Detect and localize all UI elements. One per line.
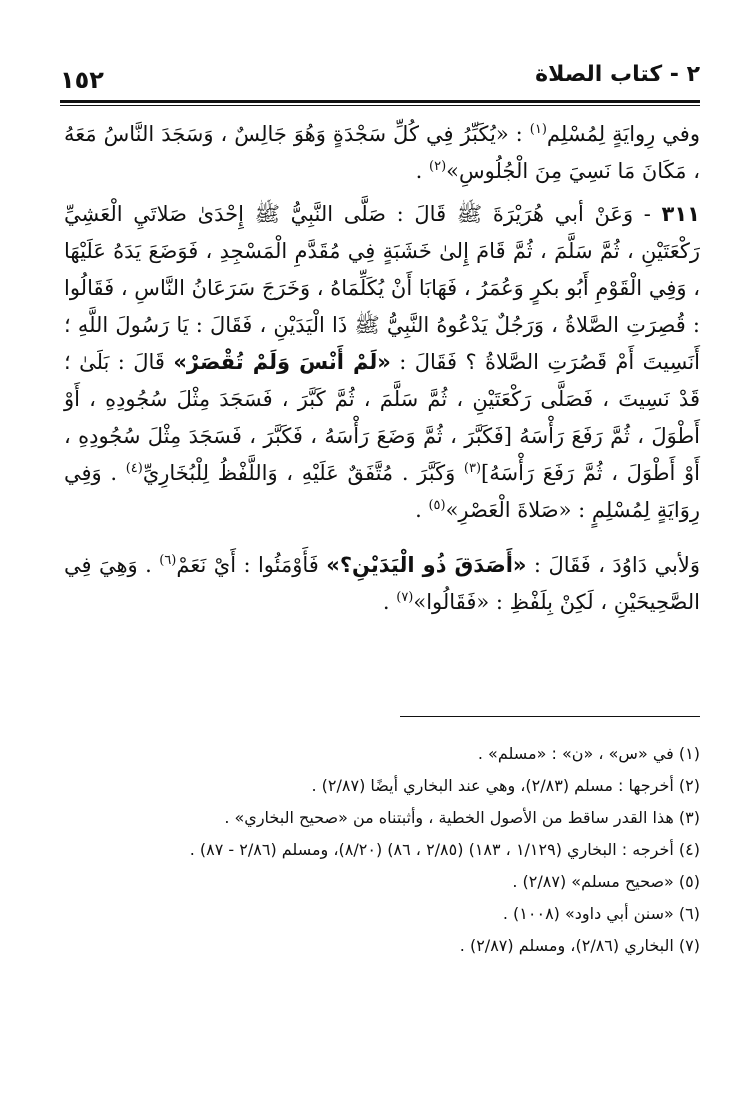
prophet-quote: «لَمْ أَنْسَ وَلَمْ تُقْصَرْ» [173,350,391,374]
footnotes [64,738,700,962]
footnote-ref: (٦) [159,553,177,568]
footnote-ref: (٤) [125,461,143,476]
paragraph-1 [64,116,700,190]
paragraph-text: قَالَ : بَلَىٰ ؛ قَدْ نَسِيتَ ، فَصَلَّى رَكْعَتَيْنِ ، ثُمَّ سَلَّمَ ، ثُمَّ كَبَّرَ ، فَسَجَدَ مِثْلَ سُجُودِهِ ، أَوْ أَطْوَلَ ، ثُمَّ رَفَعَ رَأْسَهُ [فَكَبَّرَ ، ثُمَّ وَضَعَ رَأْسَهُ ، فَكَبَّرَ ، فَسَجَدَ مِثْلَ سُجُودِهِ ، أَوْ أَطْوَلَ ، ثُمَّ رَفَعَ رَأْسَهُ] [64,350,700,485]
paragraph-text: . [415,498,429,522]
paragraph-text: . [415,159,429,183]
page-header [60,58,700,98]
footnote: (٢) أخرجها : مسلم (٢/٨٣)، وهي عند البخاري أيضًا (٢/٨٧) . [311,776,700,795]
paragraph-text: . وَفِي رِوَايَةٍ لِمُسْلِمٍ : «صَلاةَ الْعَصْرِ» [64,461,700,522]
footnote-ref: (٧) [396,590,414,605]
prophet-quote: «أَصَدَقَ ذُو الْيَدَيْنِ؟» [326,553,527,577]
footnote: (٣) هذا القدر ساقط من الأصول الخطية ، وأثبتناه من «صحيح البخاري» . [224,808,700,827]
footnote: (٧) البخاري (٢/٨٦)، ومسلم (٢/٨٧) . [459,936,700,955]
section-title: ٢ - كتاب الصلاة [535,62,700,87]
paragraph-text: وفي رِوايَةٍ لِمُسْلِم [546,122,700,146]
paragraph-text: وَكَبَّرَ . مُتَّفَقٌ عَلَيْهِ ، وَاللَّفْظُ لِلْبُخَارِيِّ [142,461,464,485]
paragraph-text: فَأَوْمَئُوا : أَيْ نَعَمْ [176,553,327,577]
footnote-ref: (١) [529,122,547,137]
paragraph-text: - وَعَنْ أبي هُرَيْرَةَ ﷺ قَالَ : صَلَّى النَّبِيُّ ﷺ إِحْدَىٰ صَلاتَيِ الْعَشِيِّ رَكْعَتَيْنِ ، ثُمَّ سَلَّمَ ، ثُمَّ قَامَ إِلىٰ خَشَبَةٍ فِي مُقَدَّمِ الْمَسْجِدِ ، فَوَضَعَ يَدَهُ عَلَيْهَا ، وَفِي الْقَوْمِ أَبُو بكرٍ وَعُمَرُ ، فَهَابَا أَنْ يُكَلِّمَاهُ ، وَخَرَجَ سَرَعَانُ النَّاسِ ، فَقَالُوا : قُصِرَتِ الصَّلاةُ ، وَرَجُلٌ يَدْعُوهُ النَّبِيُّ ﷺ ذَا الْيَدَيْنِ ، فَقَالَ : يَا رَسُولَ اللَّهِ ؛ أَنَسِيتَ أَمْ قَصُرَتِ الصَّلاةُ ؟ فَقَالَ : [64,202,700,374]
main-text [64,116,700,639]
footnote-divider [400,716,700,717]
hadith-number: ٣١١ [661,202,700,226]
footnote: (٤) أخرجه : البخاري (١/١٢٩ ، ١٨٣) (٢/٨٥ ، ٨٦) (٨/٢٠)، ومسلم (٢/٨٦ - ٨٧) . [189,840,700,859]
header-rule-thin [60,105,700,106]
paragraph-text: . وَهِيَ فِي الصَّحِيحَيْنِ ، لَكِنْ بِلَفْظِ : «فَقَالُوا» [64,553,700,614]
paragraph-text: : «يُكَبِّرُ فِي كُلِّ سَجْدَةٍ وَهُوَ جَالِسٌ ، وَسَجَدَ النَّاسُ مَعَهُ ، مَكَانَ مَا نَسِيَ مِنَ الْجُلُوسِ» [64,122,700,183]
footnote-ref: (٢) [429,159,447,174]
page-number: ١٥٢ [60,66,104,94]
hadith-311 [64,196,700,529]
footnote: (١) في «س» ، «ن» : «مسلم» . [477,744,700,763]
paragraph-text: . [382,590,397,614]
paragraph-3 [64,547,700,621]
footnote: (٥) «صحيح مسلم» (٢/٨٧) . [512,872,700,891]
header-rule [60,100,700,103]
footnote: (٦) «سنن أبي داود» (١٠٠٨) . [502,904,700,923]
paragraph-text: وَلأبي دَاوُدَ ، فَقَالَ : [526,553,700,577]
footnote-ref: (٣) [463,461,482,476]
footnote-ref: (٥) [428,498,446,513]
